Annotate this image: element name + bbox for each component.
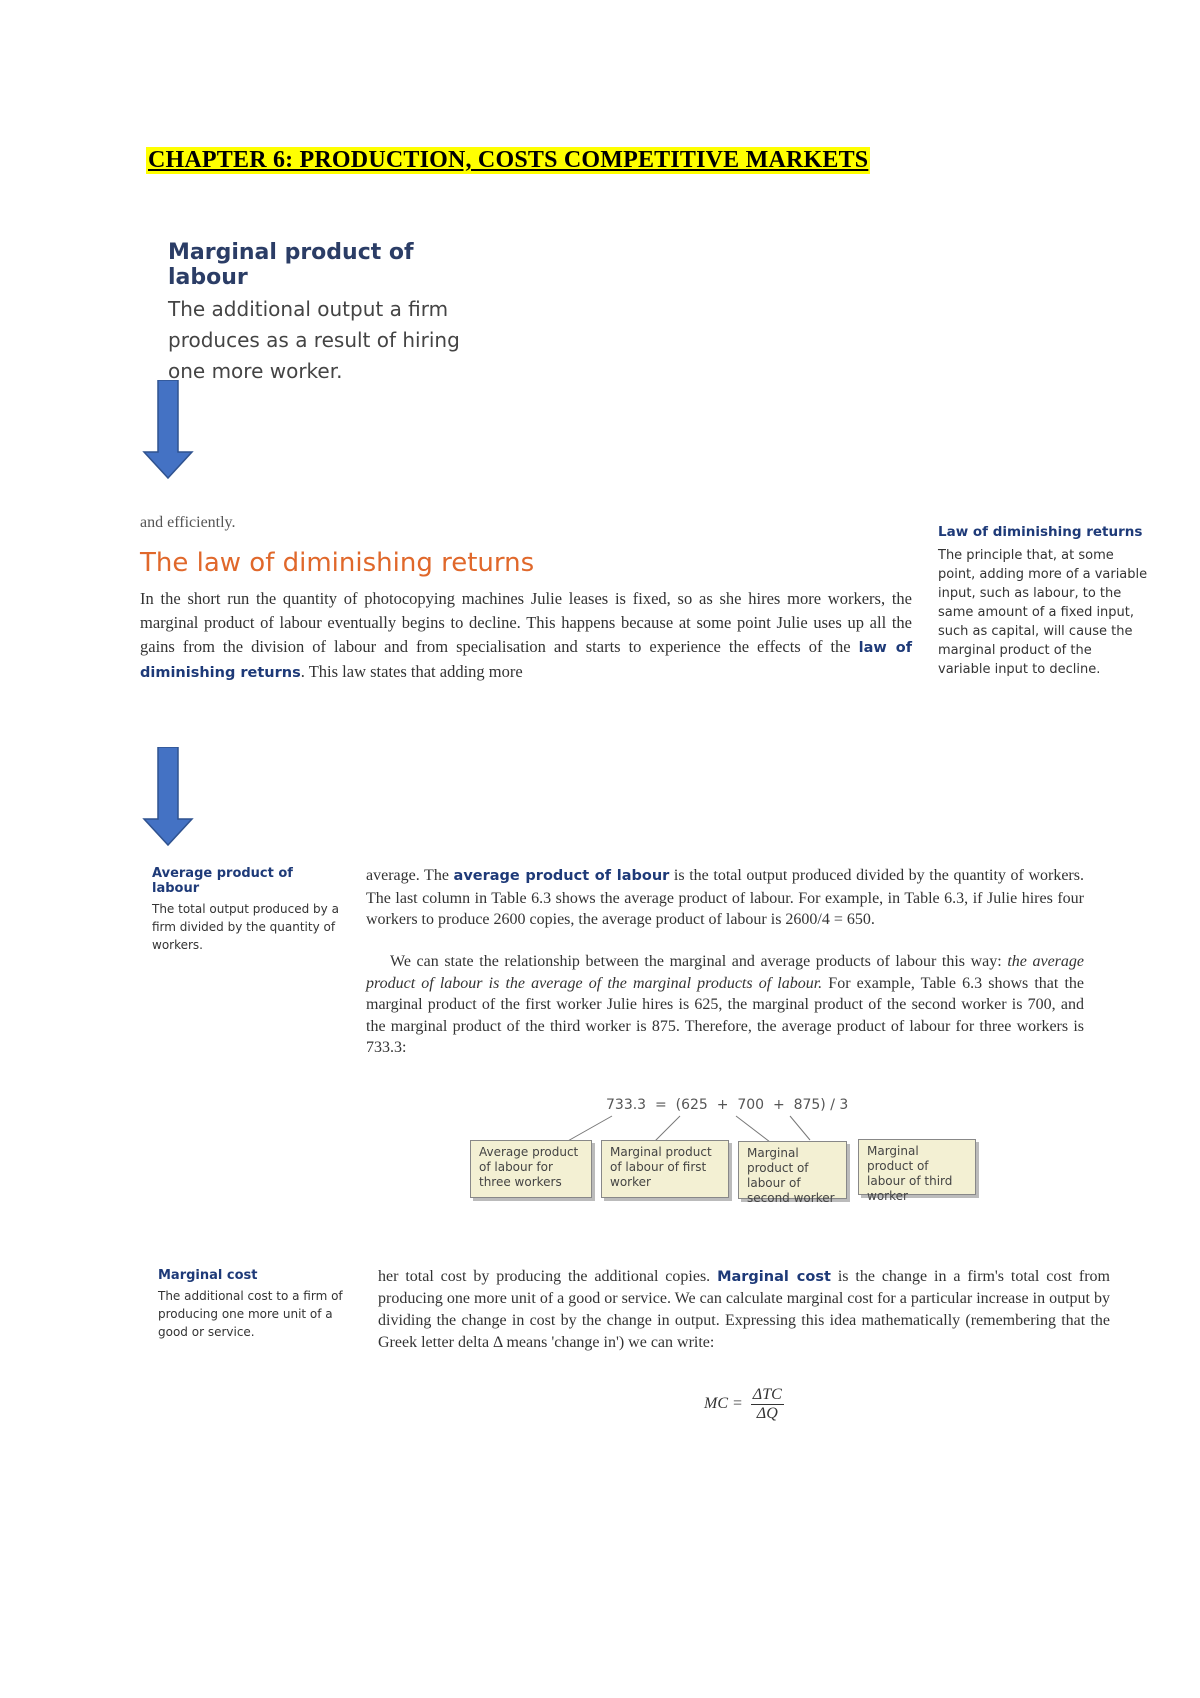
key-term: Marginal cost: [717, 1269, 831, 1285]
text-fragment: and efficiently.: [140, 514, 236, 531]
key-term: average product of labour: [453, 868, 670, 884]
down-arrow-icon: [142, 747, 194, 847]
equation-box-average: Average product of labour for three workers: [470, 1140, 592, 1198]
glossary-term: Average product of labour: [152, 866, 293, 896]
paragraph-average-product: [366, 865, 1084, 931]
paragraph-text: . This law states that adding more: [300, 662, 523, 681]
glossary-term: Marginal product of labour: [168, 240, 414, 290]
paragraph-text: her total cost by producing the additional copies.: [378, 1268, 718, 1285]
glossary-definition: The principle that, at some point, adding more of a variable input, such as labour, to the same amount of a fixed input, such as capital, will cause the marginal product of the variable input to decline.: [938, 548, 1148, 677]
glossary-term: Law of diminishing returns: [938, 524, 1143, 540]
section-heading: The law of diminishing returns: [140, 548, 535, 578]
glossary-definition: The additional output a firm produces as a result of hiring one more worker.: [168, 297, 460, 383]
average-equation: 733.3 = (625 + 700 + 875) / 3: [606, 1097, 849, 1113]
page-title: CHAPTER 6: PRODUCTION, COSTS COMPETITIVE MARKETS: [148, 147, 869, 173]
paragraph-text: is the change in a firm's total cost from producing one more unit of a good or service. We can calculate marginal cost for a particular increase in output by dividing the change in cost by the change in output. Expressing this idea mathematically (remembering that the Greek letter delta Δ means 'change in') we can write:: [378, 1268, 1110, 1351]
key-term: law of diminishing returns: [140, 640, 913, 681]
paragraph-text: average. The: [366, 867, 454, 884]
equation-box-second-worker: Marginal product of labour of second worker: [738, 1141, 847, 1199]
glossary-definition: The total output produced by a firm divided by the quantity of workers.: [152, 902, 339, 952]
italic-statement: the average product of labour is the average of the marginal products of labour.: [366, 953, 1085, 992]
formula-fraction: [751, 1386, 784, 1423]
formula-lhs: MC =: [704, 1395, 743, 1413]
formula-denominator: ΔQ: [756, 1405, 778, 1422]
paragraph-text: In the short run the quantity of photocopying machines Julie leases is fixed, so as she hires more workers, the marginal product of labour eventually begins to decline. This happens because at some point Julie uses up all the gains from the division of labour and from specialisation and starts to experience the effects of the: [140, 589, 912, 656]
paragraph-text: We can state the relationship between the marginal and average products of labour this way:: [390, 953, 1008, 970]
glossary-term: Marginal cost: [158, 1268, 258, 1283]
glossary-box-average-product: [152, 866, 342, 954]
paragraph-relationship: [366, 951, 1084, 1059]
glossary-box-law-diminishing-returns: [938, 524, 1148, 679]
paragraph-diminishing-returns: [140, 587, 912, 685]
paragraph-text: is the total output produced divided by the quantity of workers. The last column in Table 6.3 shows the average product of labour. For example, in Table 6.3, if Julie hires four workers to produce 2600 copies, the average product of labour is 2600/4 = 650.: [366, 867, 1084, 928]
paragraph-text: For example, Table 6.3 shows that the marginal product of the first worker Julie hires is 625, the marginal product of the second worker is 700, and the marginal product of the third worker is 875. Therefore, the average product of labour for three workers is 733.3:: [366, 974, 1085, 1056]
marginal-cost-formula: [704, 1386, 784, 1423]
glossary-box-marginal-cost: [158, 1268, 348, 1341]
down-arrow-icon: [142, 380, 194, 480]
paragraph-marginal-cost: [378, 1266, 1110, 1354]
equation-box-third-worker: Marginal product of labour of third worker: [858, 1139, 976, 1195]
glossary-box-marginal-product: [168, 240, 468, 387]
glossary-definition: The additional cost to a firm of producing one more unit of a good or service.: [158, 1289, 343, 1339]
equation-box-first-worker: Marginal product of labour of first worker: [601, 1140, 729, 1198]
formula-numerator: ΔTC: [752, 1386, 782, 1403]
